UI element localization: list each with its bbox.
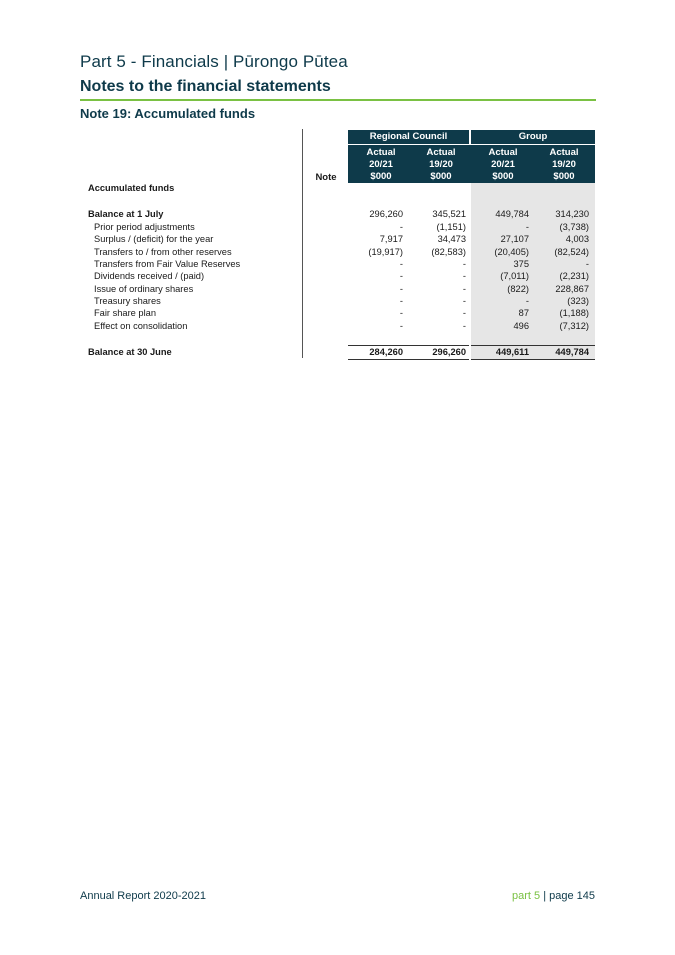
col-header-line: 20/21: [491, 159, 515, 170]
row-value: -: [399, 284, 403, 294]
row-value: (20,405): [494, 247, 529, 257]
row-label: Surplus / (deficit) for the year: [94, 234, 214, 244]
footer-report-title: Annual Report 2020-2021: [80, 890, 206, 902]
section-title: Notes to the financial statements: [80, 78, 331, 95]
table-section-title: Accumulated funds: [88, 183, 175, 193]
col-header-line: Actual: [426, 147, 456, 158]
col-header-council-2021: [352, 147, 410, 183]
table-divider-line: [302, 129, 303, 358]
row-label: Transfers to / from other reserves: [94, 247, 232, 257]
total-value: 296,260: [432, 347, 466, 357]
row-value: (3,738): [559, 222, 589, 232]
row-label: Balance at 1 July: [88, 209, 164, 219]
row-value: (7,011): [500, 271, 529, 281]
row-value: 4,003: [565, 234, 589, 244]
col-header-line: $000: [430, 171, 452, 182]
row-value: 314,230: [555, 209, 589, 219]
col-header-line: Actual: [366, 147, 396, 158]
col-header-group-1920: [535, 147, 593, 183]
row-value: -: [525, 296, 529, 306]
row-value: 296,260: [369, 209, 403, 219]
row-value: (19,917): [368, 247, 403, 257]
row-value: -: [525, 222, 529, 232]
row-value: -: [399, 321, 403, 331]
note-title: Note 19: Accumulated funds: [80, 106, 256, 121]
row-label: Treasury shares: [94, 296, 161, 306]
row-value: -: [399, 222, 403, 232]
row-value: 87: [518, 308, 529, 318]
total-value: 284,260: [369, 347, 403, 357]
row-value: (1,151): [436, 222, 466, 232]
row-label: Dividends received / (paid): [94, 271, 205, 281]
total-line-top: [471, 345, 595, 346]
row-value: 375: [513, 259, 529, 269]
footer-separator: |: [543, 890, 547, 902]
row-value: -: [462, 259, 466, 269]
row-value: -: [462, 321, 466, 331]
total-line-bottom: [348, 359, 469, 360]
row-value: -: [399, 271, 403, 281]
footer-page-number: page 145: [549, 890, 595, 902]
row-value: (7,312): [559, 321, 589, 331]
total-line-top: [348, 345, 469, 346]
group-label-group: Group: [518, 131, 548, 142]
col-header-line: 20/21: [369, 159, 393, 170]
part-title: Part 5 - Financials | Pūrongo Pūtea: [80, 52, 348, 71]
col-header-line: $000: [370, 171, 392, 182]
col-header-line: 19/20: [429, 159, 453, 170]
total-value: 449,784: [555, 347, 589, 357]
row-value: (323): [567, 296, 589, 306]
row-value: -: [399, 259, 403, 269]
row-value: 345,521: [432, 209, 466, 219]
row-value: 27,107: [500, 234, 529, 244]
row-label: Effect on consolidation: [94, 321, 188, 331]
row-label: Transfers from Fair Value Reserves: [94, 259, 241, 269]
row-value: (822): [507, 284, 529, 294]
total-label: Balance at 30 June: [88, 347, 172, 357]
footer-page-info: [512, 890, 595, 902]
col-header-line: $000: [492, 171, 514, 182]
row-value: 228,867: [555, 284, 589, 294]
row-value: 496: [513, 321, 529, 331]
group-label-council: Regional Council: [369, 131, 448, 142]
total-line-bottom: [471, 359, 595, 360]
title-divider: [80, 99, 596, 101]
col-header-group-2021: [474, 147, 532, 183]
row-value: 7,917: [379, 234, 403, 244]
note-column-header: Note: [315, 172, 337, 183]
row-value: -: [462, 308, 466, 318]
row-value: (1,188): [559, 308, 589, 318]
row-value: (2,231): [559, 271, 589, 281]
row-label: Fair share plan: [94, 308, 157, 318]
row-value: 34,473: [437, 234, 466, 244]
total-value: 449,611: [495, 347, 529, 357]
row-label: Prior period adjustments: [94, 222, 195, 232]
row-value: -: [462, 296, 466, 306]
col-header-line: Actual: [549, 147, 579, 158]
row-label: Issue of ordinary shares: [94, 284, 194, 294]
col-header-line: 19/20: [552, 159, 576, 170]
row-value: -: [585, 259, 589, 269]
row-value: (82,583): [431, 247, 466, 257]
footer-part: part 5: [511, 890, 541, 902]
col-header-line: $000: [553, 171, 575, 182]
col-header-council-1920: [412, 147, 470, 183]
row-value: (82,524): [554, 247, 589, 257]
row-value: -: [399, 296, 403, 306]
row-value: -: [462, 284, 466, 294]
col-header-line: Actual: [488, 147, 518, 158]
row-value: -: [462, 271, 466, 281]
row-value: -: [399, 308, 403, 318]
row-value: 449,784: [495, 209, 529, 219]
